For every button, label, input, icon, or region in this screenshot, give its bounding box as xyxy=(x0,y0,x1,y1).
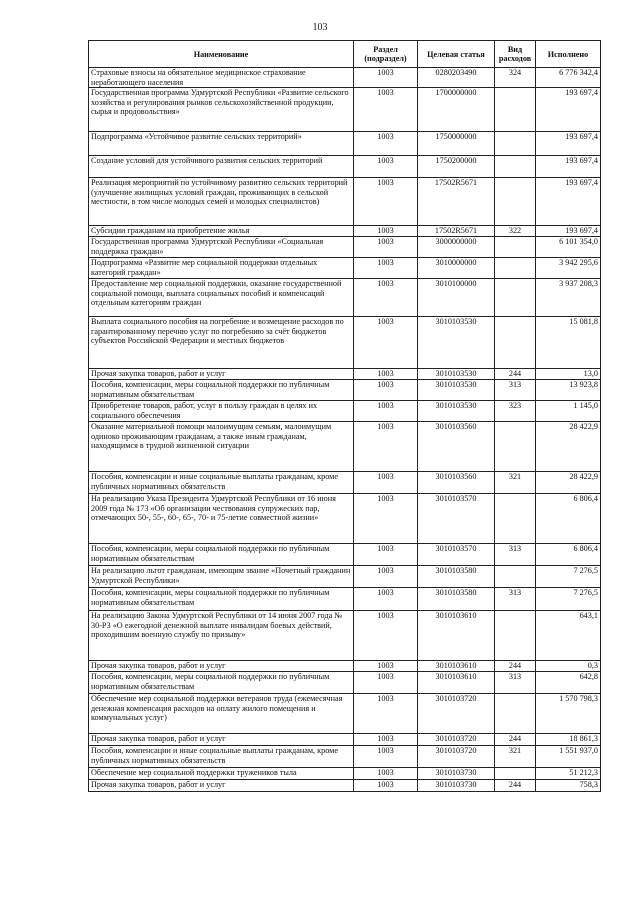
cell-section: 1003 xyxy=(354,68,418,88)
header-name: Наименование xyxy=(89,41,354,68)
table-row xyxy=(89,401,601,422)
header-executed: Исполнено xyxy=(536,41,601,68)
cell-kind: 313 xyxy=(495,380,536,401)
cell-section: 1003 xyxy=(354,588,418,611)
cell-kind xyxy=(495,156,536,178)
cell-kind xyxy=(495,611,536,661)
cell-target: 3010103610 xyxy=(418,611,495,661)
cell-section: 1003 xyxy=(354,132,418,156)
table-row xyxy=(89,694,601,734)
table-row xyxy=(89,566,601,588)
cell-target: 1750200000 xyxy=(418,156,495,178)
cell-section: 1003 xyxy=(354,672,418,694)
cell-name: Пособия, компенсации и иные социальные выплаты гражданам, кроме публичных нормативных обязательств xyxy=(89,746,354,768)
table-row xyxy=(89,317,601,369)
cell-executed: 193 697,4 xyxy=(536,226,601,237)
cell-section: 1003 xyxy=(354,317,418,369)
cell-kind: 313 xyxy=(495,672,536,694)
cell-name: На реализацию льгот гражданам, имеющим звание «Почетный гражданин Удмуртской Республики» xyxy=(89,566,354,588)
cell-executed: 6 101 354,0 xyxy=(536,237,601,258)
cell-executed: 13,0 xyxy=(536,369,601,380)
cell-executed: 28 422,9 xyxy=(536,422,601,472)
cell-name: Создание условий для устойчивого развития сельских территорий xyxy=(89,156,354,178)
table-row xyxy=(89,672,601,694)
cell-target: 3010103580 xyxy=(418,566,495,588)
cell-target: 3010103610 xyxy=(418,661,495,672)
header-target: Целевая статья xyxy=(418,41,495,68)
cell-kind: 244 xyxy=(495,661,536,672)
cell-kind xyxy=(495,694,536,734)
cell-section: 1003 xyxy=(354,780,418,792)
header-kind: Вид расходов xyxy=(495,41,536,68)
cell-name: Государственная программа Удмуртской Республики «Развитие сельского хозяйства и регулирования рынков сельскохозяйственной продукции, сырья и продовольствия» xyxy=(89,88,354,132)
cell-target: 3010103730 xyxy=(418,768,495,780)
table-header-row xyxy=(89,41,601,68)
table-row xyxy=(89,494,601,544)
cell-target: 3010103530 xyxy=(418,317,495,369)
cell-name: Пособия, компенсации, меры социальной поддержки по публичным нормативным обязательствам xyxy=(89,380,354,401)
cell-name: Подпрограмма «Развитие мер социальной поддержки отдельных категорий граждан» xyxy=(89,258,354,279)
cell-section: 1003 xyxy=(354,422,418,472)
cell-target: 3010103730 xyxy=(418,780,495,792)
table-row xyxy=(89,472,601,494)
cell-executed: 642,8 xyxy=(536,672,601,694)
cell-kind xyxy=(495,566,536,588)
cell-executed: 193 697,4 xyxy=(536,178,601,226)
cell-section: 1003 xyxy=(354,258,418,279)
cell-target: 3010103570 xyxy=(418,494,495,544)
cell-executed: 193 697,4 xyxy=(536,132,601,156)
cell-kind xyxy=(495,768,536,780)
cell-name: Прочая закупка товаров, работ и услуг xyxy=(89,661,354,672)
cell-target: 3010100000 xyxy=(418,279,495,317)
cell-target: 1700000000 xyxy=(418,88,495,132)
cell-executed: 643,1 xyxy=(536,611,601,661)
cell-target: 17502R5671 xyxy=(418,178,495,226)
cell-kind: 244 xyxy=(495,369,536,380)
cell-section: 1003 xyxy=(354,472,418,494)
cell-executed: 193 697,4 xyxy=(536,156,601,178)
cell-section: 1003 xyxy=(354,380,418,401)
table-row xyxy=(89,661,601,672)
table-row xyxy=(89,88,601,132)
cell-section: 1003 xyxy=(354,494,418,544)
cell-executed: 15 081,8 xyxy=(536,317,601,369)
cell-name: Обеспечение мер социальной поддержки тружеников тыла xyxy=(89,768,354,780)
cell-executed: 7 276,5 xyxy=(536,566,601,588)
cell-section: 1003 xyxy=(354,694,418,734)
cell-name: Пособия, компенсации, меры социальной поддержки по публичным нормативным обязательствам xyxy=(89,588,354,611)
cell-name: Страховые взносы на обязательное медицинское страхование неработающего населения xyxy=(89,68,354,88)
cell-target: 3010103530 xyxy=(418,401,495,422)
cell-executed: 3 937 208,3 xyxy=(536,279,601,317)
cell-target: 3010103560 xyxy=(418,472,495,494)
cell-target: 3010000000 xyxy=(418,258,495,279)
cell-section: 1003 xyxy=(354,401,418,422)
table-row xyxy=(89,68,601,88)
cell-kind xyxy=(495,88,536,132)
cell-name: Пособия, компенсации, меры социальной поддержки по публичным нормативным обязательствам xyxy=(89,544,354,566)
cell-section: 1003 xyxy=(354,611,418,661)
table-row xyxy=(89,279,601,317)
cell-kind xyxy=(495,494,536,544)
cell-name: Подпрограмма «Устойчивое развитие сельских территорий» xyxy=(89,132,354,156)
table-row xyxy=(89,611,601,661)
cell-target: 0280203490 xyxy=(418,68,495,88)
cell-section: 1003 xyxy=(354,279,418,317)
table-row xyxy=(89,588,601,611)
cell-name: Прочая закупка товаров, работ и услуг xyxy=(89,780,354,792)
cell-executed: 7 276,5 xyxy=(536,588,601,611)
cell-executed: 51 212,3 xyxy=(536,768,601,780)
cell-section: 1003 xyxy=(354,566,418,588)
cell-target: 3010103720 xyxy=(418,694,495,734)
table-row xyxy=(89,178,601,226)
cell-name: Реализация мероприятий по устойчивому развитию сельских территорий (улучшение жилищных условий граждан, проживающих в сельской местности, в том числе молодых семей и молодых специалистов) xyxy=(89,178,354,226)
cell-executed: 1 551 937,0 xyxy=(536,746,601,768)
cell-name: Государственная программа Удмуртской Республики «Социальная поддержка граждан» xyxy=(89,237,354,258)
cell-name: Обеспечение мер социальной поддержки ветеранов труда (ежемесячная денежная компенсация расходов на оплату жилого помещения и коммунальных услуг) xyxy=(89,694,354,734)
table-row xyxy=(89,369,601,380)
cell-name: Выплата социального пособия на погребение и возмещение расходов по гарантированному перечню услуг по погребению за счёт бюджетов субъектов Российской Федерации и местных бюджетов xyxy=(89,317,354,369)
cell-kind xyxy=(495,178,536,226)
cell-kind xyxy=(495,422,536,472)
cell-kind xyxy=(495,237,536,258)
cell-executed: 3 942 295,6 xyxy=(536,258,601,279)
cell-executed: 6 776 342,4 xyxy=(536,68,601,88)
page-number: 103 xyxy=(312,22,328,33)
cell-target: 3010103560 xyxy=(418,422,495,472)
cell-executed: 13 923,8 xyxy=(536,380,601,401)
cell-name: Оказание материальной помощи малоимущим семьям, малоимущим одиноко проживающим гражданам, а также иным гражданам, находящимся в трудной жизненной ситуации xyxy=(89,422,354,472)
cell-section: 1003 xyxy=(354,88,418,132)
cell-name: Предоставление мер социальной поддержки, оказание государственной социальной помощи, выплата социальных пособий и компенсаций отдельным категориям граждан xyxy=(89,279,354,317)
cell-kind xyxy=(495,258,536,279)
cell-kind: 244 xyxy=(495,734,536,746)
cell-section: 1003 xyxy=(354,768,418,780)
table-row xyxy=(89,734,601,746)
table-row xyxy=(89,237,601,258)
cell-name: Приобретение товаров, работ, услуг в пользу граждан в целях их социального обеспечения xyxy=(89,401,354,422)
cell-target: 3000000000 xyxy=(418,237,495,258)
cell-name: На реализацию Указа Президента Удмуртской Республики от 16 июня 2009 года № 173 «Об организации чествования супружеских пар, отмечающих 50-, 55-, 60-, 65-, 70- и 75-летие совместной жизни» xyxy=(89,494,354,544)
table-row xyxy=(89,156,601,178)
cell-kind: 323 xyxy=(495,401,536,422)
table-row xyxy=(89,422,601,472)
cell-section: 1003 xyxy=(354,237,418,258)
cell-kind: 321 xyxy=(495,472,536,494)
cell-executed: 28 422,9 xyxy=(536,472,601,494)
cell-executed: 758,3 xyxy=(536,780,601,792)
cell-kind xyxy=(495,317,536,369)
cell-name: Прочая закупка товаров, работ и услуг xyxy=(89,369,354,380)
cell-name: Пособия, компенсации и иные социальные выплаты гражданам, кроме публичных нормативных обязательств xyxy=(89,472,354,494)
table-row xyxy=(89,258,601,279)
cell-target: 3010103720 xyxy=(418,734,495,746)
cell-section: 1003 xyxy=(354,226,418,237)
cell-kind: 244 xyxy=(495,780,536,792)
table-row xyxy=(89,768,601,780)
cell-executed: 0,3 xyxy=(536,661,601,672)
cell-section: 1003 xyxy=(354,544,418,566)
cell-target: 3010103530 xyxy=(418,380,495,401)
cell-target: 3010103720 xyxy=(418,746,495,768)
cell-executed: 6 806,4 xyxy=(536,544,601,566)
cell-name: На реализацию Закона Удмуртской Республики от 14 июня 2007 года № 30-РЗ «О ежегодной денежной выплате инвалидам боевых действий, проходившим военную службу по призыву» xyxy=(89,611,354,661)
cell-kind: 313 xyxy=(495,588,536,611)
cell-kind: 324 xyxy=(495,68,536,88)
cell-target: 3010103610 xyxy=(418,672,495,694)
cell-target: 1750000000 xyxy=(418,132,495,156)
cell-section: 1003 xyxy=(354,734,418,746)
cell-name: Субсидии гражданам на приобретение жилья xyxy=(89,226,354,237)
cell-section: 1003 xyxy=(354,178,418,226)
cell-executed: 1 570 798,3 xyxy=(536,694,601,734)
table-row xyxy=(89,746,601,768)
cell-name: Прочая закупка товаров, работ и услуг xyxy=(89,734,354,746)
cell-executed: 1 145,0 xyxy=(536,401,601,422)
cell-kind: 322 xyxy=(495,226,536,237)
cell-kind xyxy=(495,132,536,156)
cell-section: 1003 xyxy=(354,369,418,380)
table-row xyxy=(89,226,601,237)
cell-section: 1003 xyxy=(354,661,418,672)
cell-executed: 6 806,4 xyxy=(536,494,601,544)
table-row xyxy=(89,780,601,792)
cell-target: 3010103570 xyxy=(418,544,495,566)
cell-kind: 313 xyxy=(495,544,536,566)
table-row xyxy=(89,380,601,401)
table-row xyxy=(89,132,601,156)
table-body xyxy=(89,68,601,792)
cell-executed: 18 861,3 xyxy=(536,734,601,746)
cell-name: Пособия, компенсации, меры социальной поддержки по публичным нормативным обязательствам xyxy=(89,672,354,694)
cell-executed: 193 697,4 xyxy=(536,88,601,132)
header-section: Раздел (подраздел) xyxy=(354,41,418,68)
cell-target: 3010103580 xyxy=(418,588,495,611)
cell-kind xyxy=(495,279,536,317)
cell-section: 1003 xyxy=(354,156,418,178)
cell-section: 1003 xyxy=(354,746,418,768)
cell-target: 17502R5671 xyxy=(418,226,495,237)
budget-table xyxy=(88,40,601,792)
table-row xyxy=(89,544,601,566)
cell-kind: 321 xyxy=(495,746,536,768)
cell-target: 3010103530 xyxy=(418,369,495,380)
